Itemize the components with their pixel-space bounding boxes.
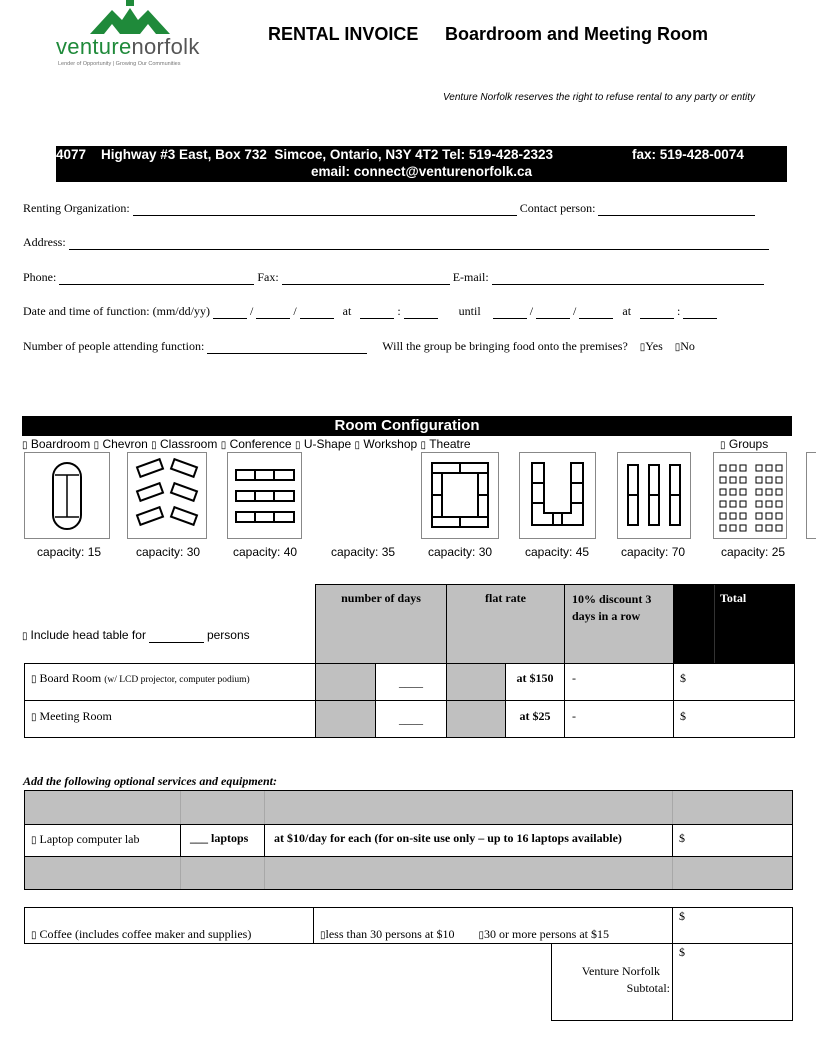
flat-rate-header [446, 584, 565, 664]
end-year-field[interactable] [579, 317, 613, 319]
boardroom-name-cell [24, 663, 316, 701]
grey-divider [264, 791, 265, 824]
meeting-room-checkbox[interactable]: ▯ [31, 712, 37, 723]
colon: : [397, 304, 401, 318]
meeting-total: $ [680, 709, 686, 723]
grey-divider [264, 857, 265, 889]
capacity-classroom: capacity: 40 [233, 545, 298, 559]
grey-divider [180, 791, 181, 824]
boardroom-days-grey [315, 663, 376, 701]
until-label: until [458, 304, 481, 318]
end-minute-field[interactable] [683, 317, 717, 319]
classroom-diagram [227, 452, 302, 539]
meeting-room-name-cell [24, 700, 316, 738]
no-label: No [680, 339, 695, 353]
date-row [23, 304, 717, 319]
contact-bar [56, 146, 787, 182]
classroom-checkbox[interactable]: ▯ [151, 440, 157, 451]
meeting-rate: at $25 [519, 709, 551, 723]
workshop-diagram [617, 452, 691, 539]
groups-option [720, 437, 768, 451]
option-classroom: Classroom [160, 437, 218, 451]
capacity-workshop: capacity: 45 [525, 545, 590, 559]
date-label: Date and time of function: (mm/dd/yy) [23, 304, 210, 318]
start-day-field[interactable] [256, 317, 290, 319]
laptop-desc-cell [264, 824, 673, 857]
grey-divider [672, 857, 673, 889]
fax-field[interactable] [282, 283, 450, 285]
address-field[interactable] [69, 248, 769, 250]
renting-org-label: Renting Organization: [23, 201, 130, 215]
coffee-30plus-checkbox[interactable]: ▯ [478, 930, 485, 941]
renting-org-field[interactable] [133, 214, 517, 216]
chevron-checkbox[interactable]: ▯ [93, 440, 100, 451]
option-workshop: Workshop [363, 437, 418, 451]
option-boardroom: Boardroom [30, 437, 91, 451]
coffee-name: Coffee (includes coffee maker and supplies) [39, 927, 252, 941]
head-table-count-field[interactable] [149, 641, 204, 643]
end-day-field[interactable] [536, 317, 570, 319]
grey-divider [180, 857, 181, 889]
boardroom-total: $ [680, 671, 686, 685]
head-table-prefix: Include head table for [30, 628, 146, 642]
groups-checkbox[interactable]: ▯ [720, 440, 726, 451]
total-header-divider [714, 585, 715, 663]
laptop-name: Laptop computer lab [39, 832, 140, 846]
optional-grey-row-bottom [24, 856, 793, 890]
logo-name-part2: norfolk [131, 34, 200, 59]
option-groups: Groups [728, 437, 769, 451]
laptop-desc: at $10/day for each (for on-site use only – up to 16 laptops available) [274, 831, 622, 845]
theatre-checkbox[interactable]: ▯ [420, 440, 427, 451]
logo-tagline: Lender of Opportunity | Growing Our Communities [58, 61, 181, 67]
head-table-checkbox[interactable]: ▯ [22, 631, 28, 642]
meeting-room-name: Meeting Room [39, 709, 112, 723]
optional-grey-row-top [24, 790, 793, 825]
contact-fax: fax: 519-428-0074 [632, 147, 744, 162]
slash: / [293, 304, 297, 318]
boardroom-days-blank: ____ [399, 675, 423, 689]
meeting-flat-grey [446, 700, 506, 738]
no-checkbox[interactable]: ▯ [674, 342, 681, 353]
capacity-theatre: capacity: 70 [621, 545, 686, 559]
people-field[interactable] [207, 352, 367, 354]
room-config-title: Room Configuration [334, 417, 480, 434]
total-header-text: Total [720, 591, 747, 605]
start-month-field[interactable] [213, 317, 247, 319]
boardroom-diagram [24, 452, 110, 539]
email-field[interactable] [492, 283, 764, 285]
chevron-diagram [127, 452, 207, 539]
contact-email: email: connect@venturenorfolk.ca [311, 164, 532, 179]
head-table-suffix: persons [206, 628, 250, 642]
conference-diagram [421, 452, 499, 539]
boardroom-checkbox[interactable]: ▯ [22, 440, 28, 451]
subtotal-label-line1: Venture Norfolk [581, 964, 660, 978]
invoice-subtitle: Boardroom and Meeting Room [445, 24, 709, 44]
meeting-days-blank: ____ [399, 712, 423, 726]
slash: / [573, 304, 577, 318]
logo-mark-icon [90, 0, 170, 36]
phone-label: Phone: [23, 270, 57, 284]
boardroom-flat-grey [446, 663, 506, 701]
head-table-row [22, 628, 250, 643]
days-header-text: number of days [341, 591, 421, 605]
coffee-under30-checkbox[interactable]: ▯ [320, 930, 326, 941]
address-row [23, 235, 769, 250]
laptop-qty: ___ laptops [190, 831, 249, 845]
people-row [23, 339, 695, 354]
coffee-option-30plus: 30 or more persons at $15 [484, 927, 609, 941]
logo-name-part1: venture [56, 34, 132, 59]
option-ushape: U-Shape [303, 437, 352, 451]
start-year-field[interactable] [300, 317, 334, 319]
laptop-total-cell[interactable] [672, 824, 793, 857]
coffee-name-cell [24, 907, 314, 944]
optional-heading: Add the following optional services and equipment: [23, 774, 278, 788]
slash: / [249, 304, 254, 318]
subtotal-label-line2: Subtotal: [626, 981, 670, 995]
meeting-rate-cell [505, 700, 565, 738]
address-label: Address: [23, 235, 66, 249]
option-chevron: Chevron [102, 437, 148, 451]
contact-person-field[interactable] [598, 214, 755, 216]
start-minute-field[interactable] [404, 317, 438, 319]
laptop-total: $ [679, 831, 685, 845]
phone-field[interactable] [59, 283, 254, 285]
coffee-checkbox[interactable]: ▯ [31, 930, 37, 941]
meeting-discount-cell [564, 700, 674, 738]
laptop-qty-cell[interactable] [180, 824, 265, 857]
coffee-total-cell[interactable] [672, 907, 793, 944]
meeting-days-cell[interactable] [375, 700, 447, 738]
disclaimer: Venture Norfolk reserves the right to refuse rental to any party or entity [443, 92, 756, 103]
capacity-boardroom: capacity: 15 [37, 545, 102, 559]
subtotal-total-cell[interactable] [672, 943, 793, 1021]
boardroom-checkbox-rate[interactable]: ▯ [31, 674, 37, 685]
phone-row [23, 270, 764, 285]
boardroom-total-cell[interactable] [673, 663, 795, 701]
at-label: at [622, 304, 632, 318]
contact-person-label: Contact person: [519, 201, 596, 215]
logo [56, 0, 216, 72]
meeting-discount: - [572, 709, 576, 723]
boardroom-note: (w/ LCD projector, computer podium) [104, 675, 250, 685]
slash: / [529, 304, 534, 318]
meeting-total-cell[interactable] [673, 700, 795, 738]
boardroom-name: Board Room [39, 671, 102, 685]
discount-header-text: 10% discount 3 days in a row [572, 592, 652, 623]
email-label: E-mail: [452, 270, 489, 284]
boardroom-rate-cell [505, 663, 565, 701]
boardroom-rate: at $150 [516, 671, 554, 685]
laptop-name-cell [24, 824, 181, 857]
at-label: at [342, 304, 352, 318]
boardroom-days-cell[interactable] [375, 663, 447, 701]
discount-header [564, 584, 674, 664]
people-label: Number of people attending function: [23, 339, 205, 353]
room-options [22, 437, 471, 451]
invoice-title: RENTAL INVOICE [268, 24, 419, 44]
days-header [315, 584, 447, 664]
renting-org-row [23, 201, 755, 216]
total-header [673, 584, 795, 664]
option-conference: Conference [229, 437, 292, 451]
boardroom-discount: - [572, 671, 576, 685]
ushape-diagram [519, 452, 596, 539]
flat-rate-header-text: flat rate [485, 591, 526, 605]
capacity-conference: capacity: 35 [331, 545, 396, 559]
end-hour-field[interactable] [640, 317, 674, 319]
ushape-checkbox[interactable]: ▯ [294, 440, 301, 451]
capacity-groups: capacity: 25 [721, 545, 786, 559]
start-hour-field[interactable] [360, 317, 394, 319]
yes-label: Yes [645, 339, 663, 353]
theatre-diagram [713, 452, 787, 539]
subtotal-label-cell [551, 943, 673, 1021]
coffee-total: $ [679, 909, 685, 923]
coffee-options-cell [313, 907, 673, 944]
groups-diagram [806, 452, 816, 539]
food-question: Will the group be bringing food onto the premises? [382, 339, 628, 353]
capacity-chevron: capacity: 30 [136, 545, 201, 559]
colon: : [677, 304, 681, 318]
conference-checkbox[interactable]: ▯ [220, 440, 227, 451]
meeting-days-grey [315, 700, 376, 738]
laptop-checkbox[interactable]: ▯ [31, 835, 37, 846]
fax-label: Fax: [257, 270, 279, 284]
end-month-field[interactable] [493, 317, 527, 319]
grey-divider [672, 791, 673, 824]
coffee-option-under30: less than 30 persons at $10 [325, 927, 455, 941]
workshop-checkbox[interactable]: ▯ [354, 440, 361, 451]
subtotal-total: $ [679, 945, 685, 959]
contact-address: 4077 Highway #3 East, Box 732 Simcoe, Ontario, N3Y 4T2 Tel: 519-428-2323 [56, 147, 553, 162]
room-config-bar [22, 416, 792, 436]
option-theatre: Theatre [429, 437, 471, 451]
yes-checkbox[interactable]: ▯ [639, 342, 646, 353]
capacity-ushape: capacity: 30 [428, 545, 493, 559]
boardroom-discount-cell [564, 663, 674, 701]
